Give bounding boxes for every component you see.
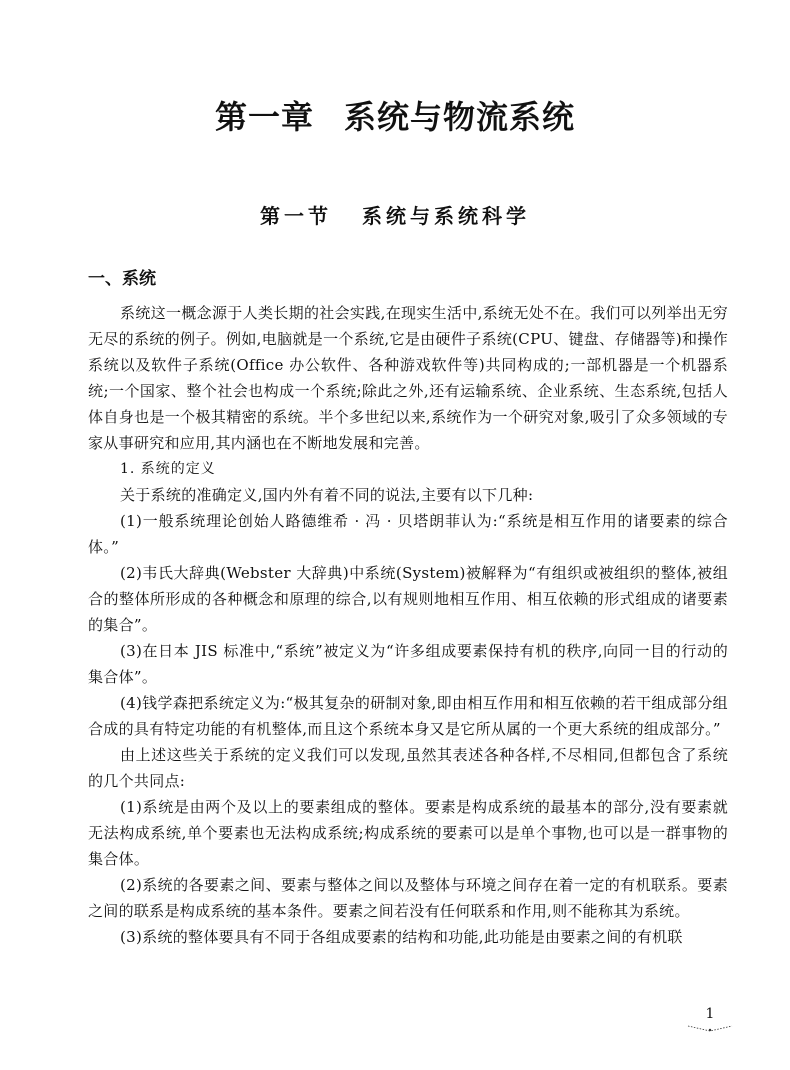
chapter-title [0, 92, 790, 138]
chapter-name: 系统与物流系统 [344, 98, 576, 136]
paragraph: (4)钱学森把系统定义为:“极其复杂的研制对象,即由相互作用和相互依赖的若干组成部分组合成的具有特定功能的有机整体,而且这个系统本身又是它所从属的一个更大系统的组成部分。” [88, 694, 728, 738]
subheading-definition: 1. 系统的定义 [120, 461, 216, 477]
paragraph: (1)系统是由两个及以上的要素组成的整体。要素是构成系统的最基本的部分,没有要素就无法构成系统,单个要素也无法构成系统;构成系统的要素可以是单个事物,也可以是一群事物的集合体。 [88, 798, 728, 868]
paragraph: (1)一般系统理论创始人路德维希 · 冯 · 贝塔朗菲认为:“系统是相互作用的诸要素的综合体。” [88, 512, 728, 556]
page-number: 1 [705, 1006, 715, 1022]
section-title [0, 200, 790, 229]
section-label: 第一节 [260, 204, 332, 228]
paragraph: 关于系统的准确定义,国内外有着不同的说法,主要有以下几种: [120, 486, 534, 504]
paragraph: (2)韦氏大辞典(Webster 大辞典)中系统(System)被解释为“有组织或被组织的整体,被组合的整体所形成的各种概念和原理的综合,以有规则地相互作用、相互依赖的形式组成的诸要素的集合”。 [88, 564, 728, 634]
page-ornament-icon [686, 1024, 734, 1032]
body-text [88, 300, 728, 950]
subsection-heading: 一、系统 [88, 269, 156, 289]
paragraph: (2)系统的各要素之间、要素与整体之间以及整体与环境之间存在着一定的有机联系。要素之间的联系是构成系统的基本条件。要素之间若没有任何联系和作用,则不能称其为系统。 [88, 876, 728, 920]
paragraph: (3)系统的整体要具有不同于各组成要素的结构和功能,此功能是由要素之间的有机联 [120, 928, 683, 946]
chapter-label: 第一章 [214, 98, 314, 136]
paragraph-intro: 系统这一概念源于人类长期的社会实践,在现实生活中,系统无处不在。我们可以列举出无穷无尽的系统的例子。例如,电脑就是一个系统,它是由硬件子系统(CPU、键盘、存储器等)和操作系统以及软件子系统(Office 办公软件、各种游戏软件等)共同构成的;一部机器是一个机器系统;一个国家、整个社会也构成一个系统;除此之外,还有运输系统、企业系统、生态系统,包括人体自身也是一个极其精密的系统。半个多世纪以来,系统作为一个研究对象,吸引了众多领域的专家从事研究和应用,其内涵也在不断地发展和完善。 [88, 304, 728, 452]
paragraph: (3)在日本 JIS 标准中,“系统”被定义为“许多组成要素保持有机的秩序,向同一目的行动的集合体”。 [88, 642, 728, 686]
paragraph: 由上述这些关于系统的定义我们可以发现,虽然其表述各种各样,不尽相同,但都包含了系统的几个共同点: [88, 746, 728, 790]
section-name: 系统与系统科学 [362, 204, 530, 228]
